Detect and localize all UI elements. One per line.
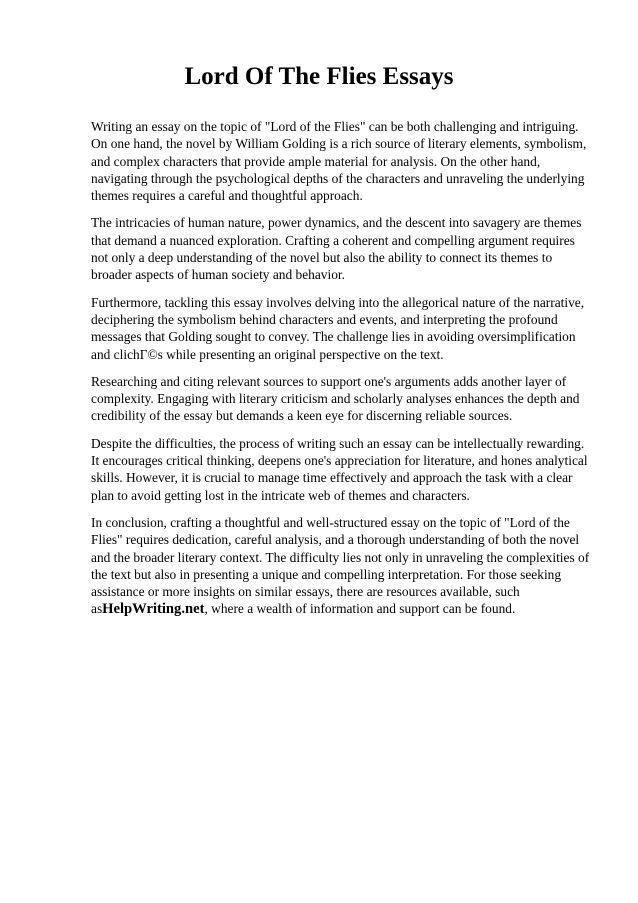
paragraph-5: Despite the difficulties, the process of writing such an essay can be intellectually rewarding. It encourages critical thinking, deepens one's appreciation for literature, and hones analytical skills. However, it is crucial to manage time effectively and approach the task with a clear plan to avoid getting lost in the intricate web of themes and characters. [91,435,588,503]
conclusion-text-before: In conclusion, crafting a thoughtful and well-structured essay on the topic of "Lord of the Flies" requires dedication, careful analysis, and a thorough understanding of both the novel and the broader literary context. The difficulty lies not only in unraveling the complexities of the text but also in presenting a unique and compelling interpretation. For those seeking assistance or more insights on similar essays, there are resources available, such as [91,514,590,617]
paragraph-3: Furthermore, tackling this essay involves delving into the allegorical nature of the narrative, deciphering the symbolism behind characters and events, and interpreting the profound messages that Golding sought to convey. The challenge lies in avoiding oversimplification and clichГ©s while presenting an original perspective on the text. [91,294,585,362]
helpwriting-link[interactable]: HelpWriting.net [102,601,205,618]
paragraph-2: The intricacies of human nature, power dynamics, and the descent into savagery are themes that demand a nuanced exploration. Crafting a coherent and compelling argument requires not only a deep understanding of the novel but also the ability to connect its themes to broader aspects of human society and behavior. [91,215,582,283]
essay-body [91,118,593,629]
paragraph-conclusion [91,514,593,619]
paragraph-4: Researching and citing relevant sources to support one's arguments adds another layer of complexity. Engaging with literary criticism and scholarly analyses enhances the depth and credibility of the essay but demands a keen eye for discerning reliable sources. [91,373,580,424]
page-title: Lord Of The Flies Essays [184,63,454,90]
conclusion-text-after: , where a wealth of information and support can be found. [204,601,516,617]
paragraph-1: Writing an essay on the topic of "Lord of the Flies" can be both challenging and intriguing. On one hand, the novel by William Golding is a rich source of literary elements, symbolism, and complex characters that provide ample material for analysis. On the other hand, navigating through the psychological depths of the characters and unraveling the underlying themes requires a careful and thoughtful approach. [91,119,587,204]
